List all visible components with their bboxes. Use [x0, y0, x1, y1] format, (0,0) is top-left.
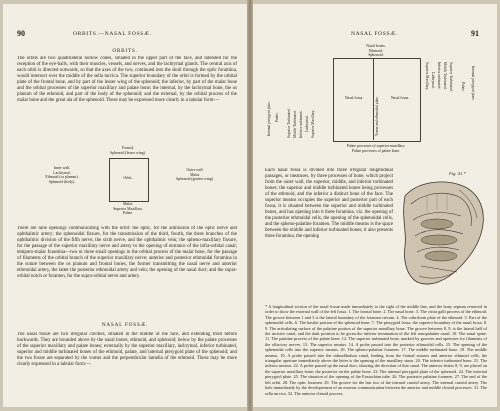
nasal-label-vomer: Vomer and ethmoidal plate.: [375, 96, 379, 136]
orbit-diagram-right: Outer wall. Malar. Sphenoid (greater wing).: [176, 168, 214, 182]
nasal-label-lachrymal-left: Lachrymal.: [305, 115, 309, 132]
orbits-intro-paragraph: The orbits are two quadrilateral hollow cones, situated in the upper part of the face, and intended for the reception of the eye-balls, with their muscles, vessels, and nerves, and the lachrymal glands. The central axis of each orbit is directed outwards, so that the axes of the two, continued into the skull through the optic foramina, would intersect over the middle of the sella turcica. The superior boundary of the orbit is formed by the orbital plate of the frontal bone, and by part of the lesser wing of the sphenoid; the inferior, by part of the malar bone and the orbital processes of the superior maxillary and palate bone; the internal, by the lachrymal bone, the os planum of the ethmoid, and part of the body of the sphenoid; and the external, by the orbital process of the malar bone and the great ala of the sphenoid. These may be expressed more clearly in a tabular form:—: [17, 56, 237, 103]
nasal-diagram-bottom: Palate processes of superior maxillary. Palate processes of palate bone.: [346, 144, 406, 153]
nasal-label-sup-turb-right: Superior Turbinated.: [449, 62, 453, 92]
septum-rule: [373, 58, 374, 140]
section-title-orbits: ORBITS.: [112, 48, 138, 54]
figure-footnote: * A longitudinal section of the nasal fossæ made immediately to the right of the middle line, and the bony septum removed in order to show the external wall of the left fossa. 1. The frontal bone. 2. The nasal bone. 3. The crista galli process of the ethmoid. The groove between 1 and 3 is the lateral boundary of the foramen cæcum. 4. The cribriform plate of the ethmoid. 5. Part of the sphenoidal cells. 6. The basilar portion of the sphenoid bone. 7. The pterygoid fossa, the superior boundary of the nasal fossa. 8. 9. The articulating surface of the palatine portion of the superior maxillary bone. The groove between 8, 9, is the lateral half of the incisive canal, and the dark position to be given the inferior termination of the left nasopalatine canal. 10. The nasal spine. 11. The palatine process of the palate bone. 12. The superior turbinated bone, marked by grooves and apertures for filaments of the olfactory nerves. 13. The superior meatus. 14. A probe passed into the posterior ethmoidal cells. 15. The opening of the sphenoidal cells into the superior meatus. 16. The spheno-palatine foramen. 17. The middle turbinated bone. 18. The middle meatus. 19. A probe passed into the infundibulum canal, leading from the frontal sinuses and anterior ethmoid cells; the triangular aperture immediately above the letter is the opening of the maxillary sinus. 20. The inferior turbinated bone. 21. The inferior meatus. 22. A probe passed up the nasal duct, showing the direction of that canal. The anterior letters 8, 9, are placed on the superior maxillary bone; the posterior on the palate bone. 23. The internal pterygoid plate of the sphenoid. 24. The external pterygoid plate. 25. The situation of the opening of the Eustachian tube. 26. The posterior palatine foramen. 27. The end of the left orbit. 28. The optic foramen. 29. The groove for the last two of the internal carotid artery. The internal carotid artery. The hole immediately by the developement of an osseous communication between the anterior and middle clinoid processes. 31. The sella turcica. 32. The anterior clinoid process.: [265, 304, 487, 396]
nasal-label-fossa-left: Nasal fossa.: [344, 96, 364, 100]
right-page: [253, 4, 497, 407]
nasal-fossae-diagram: [261, 42, 491, 164]
openings-paragraph: There are nine openings communicating with the orbit: the optic, for the admission of the optic nerve and ophthalmic artery; the sphenoidal fissure, for the transmission of the third, fourth, the three branches of the ophthalmic division of the fifth nerve, the sixth nerve, and the ophthalmic vein; the spheno-maxillary fissure, for the passage of the superior maxillary nerve and artery to the opening of entrance of the infra-orbital canal; temporo-malar foramina—two or three small openings in the orbital process of the malar bone, for the passage of filaments of the orbital branch of the superior maxillary nerve; anterior and posterior ethmoidal foramina in the suture between the os planum and frontal bones, the former transmitting the nasal nerve and anterior ethmoidal artery, the latter the posterior ethmoidal artery and vein; the opening of the nasal duct; and the supra-orbital notch or foramen, for the supra-orbital nerve and artery.: [17, 226, 237, 279]
figure-label: Fig. 41.*: [449, 171, 466, 176]
nasal-label-inf-turb-left: Inferior turbinated.: [299, 110, 303, 138]
page-number: 90: [17, 29, 25, 38]
nasal-label-palate-left: Palate.: [275, 112, 279, 122]
orbit-diagram: [23, 144, 233, 222]
nasal-label-sup-max-left: Superior Maxillary.: [311, 109, 315, 138]
nasal-label-ipp-right: Internal pterygoid plate.: [471, 66, 475, 101]
nasal-label-palate-right: Palate.: [461, 82, 465, 92]
orbit-diagram-center: Orbit.: [123, 176, 133, 180]
nasal-label-sup-max-right: Superior Maxillary.: [425, 62, 429, 91]
nasal-label-mid-turb-right: Middle Turbinated.: [443, 62, 447, 90]
orbit-diagram-bottom: Malar. Superior Maxillary. Palate.: [113, 202, 143, 216]
nasal-label-inf-turb-right: Inferior turbinated.: [437, 62, 441, 90]
nasal-section-illustration: [397, 176, 491, 298]
page-number: 91: [471, 29, 479, 38]
running-head: ORBITS.—NASAL FOSSÆ.: [73, 31, 152, 37]
section-title-nasal-fossae: NASAL FOSSÆ.: [101, 322, 149, 328]
nasal-label-fossa-right: Nasal fossa.: [390, 96, 410, 100]
left-page: [3, 4, 247, 407]
nasal-diagram-top: Nasal bones. Ethmoid. Sphenoid.: [366, 44, 386, 58]
orbit-diagram-top: Frontal. Sphenoid (lesser wing).: [110, 146, 146, 155]
nasal-label-lachrymal-right: Lachrymal.: [431, 72, 435, 89]
running-head: NASAL FOSSÆ.: [351, 31, 398, 37]
nasal-fossae-paragraph: The nasal fossæ are two irregular cavities, situated in the middle of the face, and extending from before backwards. They are bounded above by the nasal bones, ethmoid, and sphenoid; below by the palate processes of the superior maxillary and palate bones; externally by the superior maxillary, lachrymal, inferior turbinated, superior and middle turbinated bones of the ethmoid, palate, and internal pterygoid plate of the sphenoid; and the two fossæ are separated by the vomer and the perpendicular lamella of the ethmoid. These may be more clearly expressed in a tabular form:—: [17, 332, 237, 367]
nasal-label-ipp-left: Internal pterygoid plate.: [267, 101, 271, 136]
orbit-diagram-left: Inner wall. Lachrymal. Ethmoid (os planum). Sphenoid (body).: [45, 166, 79, 184]
nasal-label-sup-turb-left: Superior Turbinated.: [287, 108, 291, 138]
meatus-paragraph: Each nasal fossa is divided into three irregular longitudinal passages, or meatuses, by three processes of bone, which project from the outer wall, the superior, middle, and inferior turbinated bones; the superior and middle turbinated bones being processes of the ethmoid, and the inferior a distinct bone of the face. The superior meatus occupies the superior and posterior part of each fossa; it is situated between the superior and middle turbinated bones, and has opening into it three foramina, viz. the opening of the posterior ethmoidal cells, the opening of the sphenoidal cells, and the spheno-palatine foramen. The middle meatus is the space between the middle and inferior turbinated bones; it also presents three foramina, the opening: [265, 168, 393, 239]
nasal-label-mid-turb-left: Middle Turbinated.: [293, 110, 297, 138]
